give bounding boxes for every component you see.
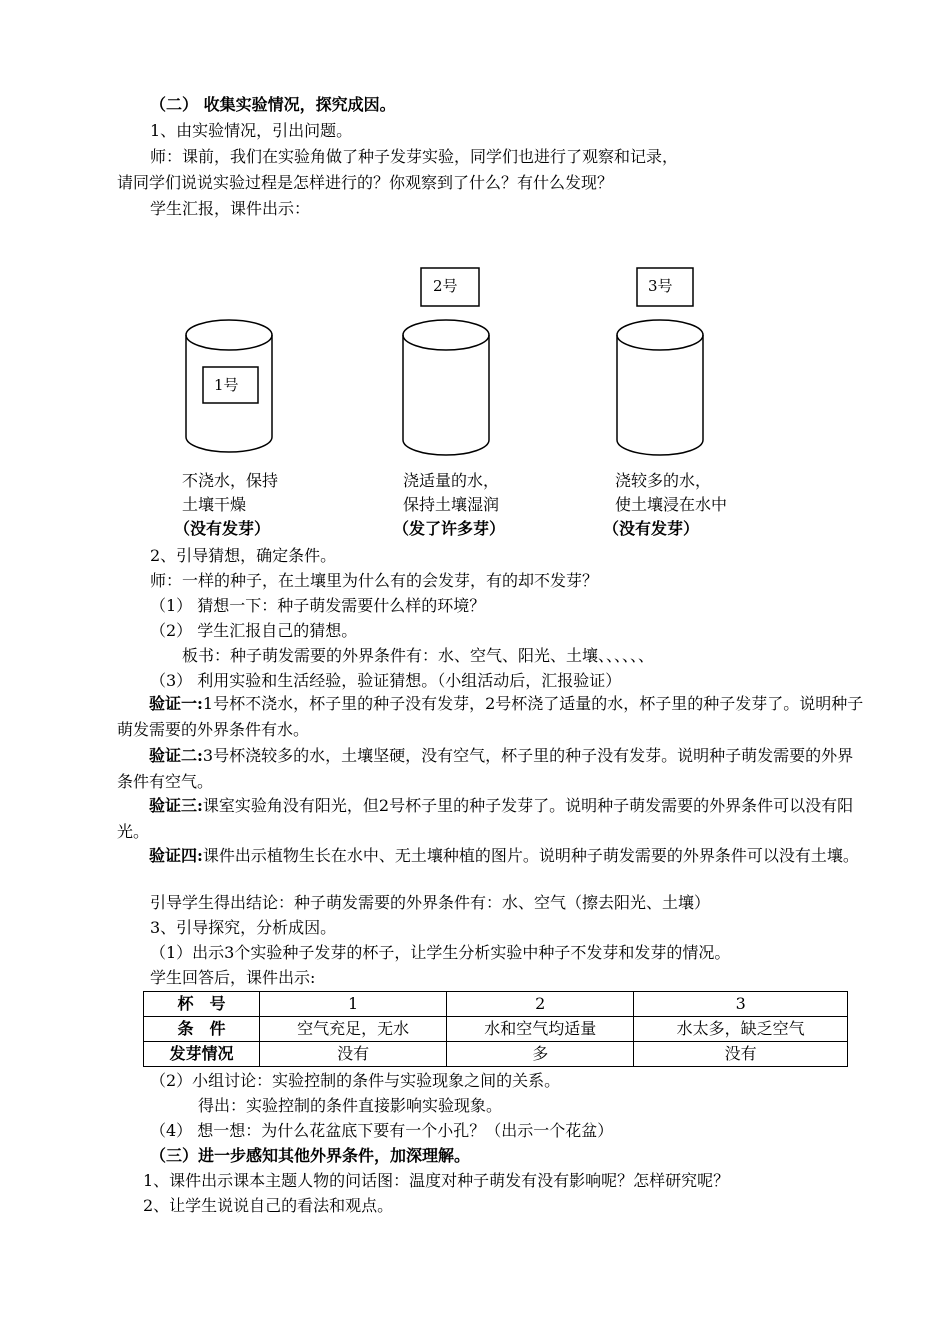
- cup-1-label: 1号: [214, 376, 239, 394]
- verification-1: [117, 691, 864, 743]
- table-row: [144, 1017, 848, 1042]
- board-writing: 板书：种子萌发需要的外界条件有：水、空气、阳光、土壤、、、、、、: [182, 646, 655, 665]
- list-item: （1）出示3个实验种子发芽的杯子，让学生分析实验中种子不发芽和发芽的情况。: [150, 943, 731, 962]
- list-item: 1、由实验情况，引出问题。: [150, 121, 353, 140]
- table-cell: 3: [634, 992, 848, 1017]
- verification-lead: 验证三:: [149, 796, 203, 815]
- cup-2-result: （发了许多芽）: [393, 519, 506, 538]
- section-heading: （二） 收集实验情况，探究成因。: [150, 95, 396, 114]
- cup-3-condition: 使土壤浸在水中: [615, 495, 728, 514]
- verification-text: 课室实验角没有阳光，但2号杯子里的种子发芽了。说明种子萌发需要的外界条件可以没有阳光。: [117, 796, 854, 841]
- paragraph-line: 师：一样的种子，在土壤里为什么有的会发芽，有的却不发芽？: [150, 571, 599, 590]
- list-item: （4） 想一想：为什么花盆底下要有一个小孔？（出示一个花盆）: [150, 1121, 614, 1140]
- verification-text: 课件出示植物生长在水中、无土壤种植的图片。说明种子萌发需要的外界条件可以没有土壤。: [202, 846, 859, 865]
- cup-3-label: 3号: [648, 277, 673, 295]
- paragraph-line: 得出：实验控制的条件直接影响实验现象。: [198, 1096, 503, 1115]
- table-cell: 空气充足，无水: [260, 1017, 447, 1042]
- list-item: 1、课件出示课本主题人物的问话图：温度对种子萌发有没有影响呢？怎样研究呢？: [143, 1171, 730, 1190]
- table-cell: 水太多，缺乏空气: [634, 1017, 848, 1042]
- cup-1-result: （没有发芽）: [174, 519, 271, 538]
- table-cell: 多: [447, 1042, 634, 1067]
- cup-3-icon: [617, 268, 703, 455]
- table-row: [144, 1042, 848, 1067]
- cup-2-condition: 保持土壤湿润: [403, 495, 500, 514]
- table-row: [144, 992, 848, 1017]
- paragraph-line: 学生汇报，课件出示：: [150, 199, 311, 218]
- verification-lead: 验证二:: [149, 746, 203, 765]
- row-header: 条 件: [144, 1017, 260, 1042]
- verification-4: [117, 843, 864, 869]
- verification-text: 1号杯不浇水，杯子里的种子没有发芽，2号杯浇了适量的水，杯子里的种子发芽了。说明种子萌发需要的外界条件有水。: [117, 694, 864, 739]
- list-item: （1） 猜想一下：种子萌发需要什么样的环境？: [150, 596, 486, 615]
- cup-2-condition: 浇适量的水，: [403, 471, 500, 490]
- list-item: 2、引导猜想，确定条件。: [150, 546, 337, 565]
- verification-2: [117, 743, 864, 795]
- list-item: （3） 利用实验和生活经验，验证猜想。（小组活动后，汇报验证）: [150, 671, 622, 690]
- row-header: 发芽情况: [144, 1042, 260, 1067]
- paragraph-line: 学生回答后，课件出示:: [150, 968, 316, 987]
- cup-1-condition: 土壤干燥: [182, 495, 247, 514]
- list-item: 2、让学生说说自己的看法和观点。: [143, 1196, 394, 1215]
- verification-text: 3号杯浇较多的水，土壤坚硬，没有空气，杯子里的种子没有发芽。说明种子萌发需要的外界条件有空气。: [117, 746, 854, 791]
- cup-3-result: （没有发芽）: [603, 519, 700, 538]
- section-heading: （三）进一步感知其他外界条件，加深理解。: [150, 1146, 471, 1165]
- list-item: （2） 学生汇报自己的猜想。: [150, 621, 358, 640]
- results-table: [143, 991, 848, 1067]
- verification-lead: 验证四:: [149, 846, 203, 865]
- cup-2-label: 2号: [433, 277, 458, 295]
- cup-3-condition: 浇较多的水，: [615, 471, 712, 490]
- verification-lead: 验证一:: [149, 694, 203, 713]
- verification-3: [117, 793, 864, 845]
- table-cell: 水和空气均适量: [447, 1017, 634, 1042]
- table-cell: 2: [447, 992, 634, 1017]
- paragraph-line: 师：课前，我们在实验角做了种子发芽实验，同学们也进行了观察和记录，: [150, 147, 679, 166]
- cup-2-icon: [403, 268, 489, 455]
- row-header: 杯 号: [144, 992, 260, 1017]
- table-cell: 没有: [260, 1042, 447, 1067]
- list-item: 3、引导探究，分析成因。: [150, 918, 337, 937]
- paragraph-line: 请同学们说说实验过程是怎样进行的？你观察到了什么？有什么发现？: [117, 173, 614, 192]
- table-cell: 没有: [634, 1042, 848, 1067]
- list-item: （2）小组讨论：实验控制的条件与实验现象之间的关系。: [150, 1071, 561, 1090]
- cup-1-condition: 不浇水，保持: [182, 471, 279, 490]
- conclusion: 引导学生得出结论：种子萌发需要的外界条件有：水、空气（擦去阳光、土壤）: [150, 893, 711, 912]
- table-cell: 1: [260, 992, 447, 1017]
